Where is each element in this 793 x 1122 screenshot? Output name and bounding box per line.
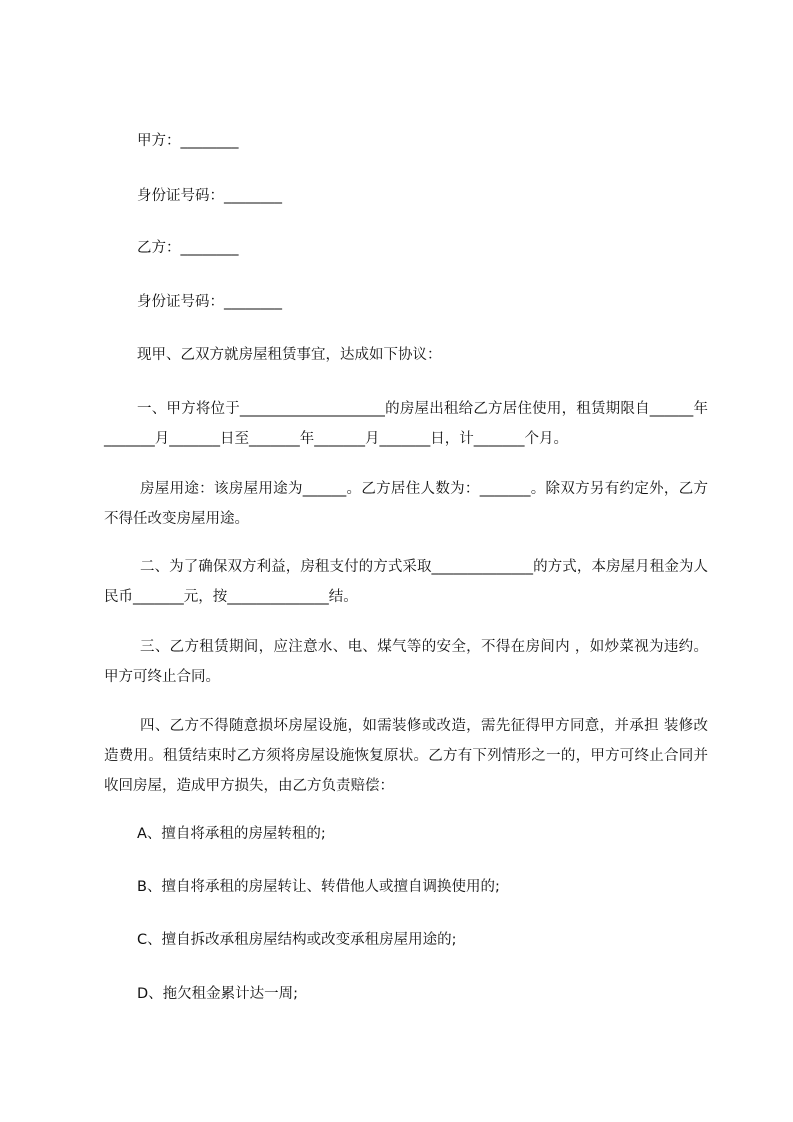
party-a-id-line: 身份证号码：________ [137, 188, 282, 204]
item-b: B、擅自将承租的房屋转让、转借他人或擅自调换使用的; [137, 879, 500, 895]
clause-1: 一、甲方将位于____________________的房屋出租给乙方居住使用，租赁期限自______年_______月_______日至_______年_______月_______日，计_______个月。 [104, 401, 708, 447]
clause-usage: 房屋用途：该房屋用途为______。乙方居住人数为：_______。除双方另有约定外，乙方不得任改变房屋用途。 [104, 481, 708, 527]
item-c: C、擅自拆改承租房屋结构或改变承租房屋用途的; [137, 932, 457, 948]
clause-3: 三、乙方租赁期间，应注意水、电、煤气等的安全，不得在房间内 ，如炒菜视为违约。甲方可终止合同。 [104, 639, 708, 685]
item-a: A、擅自将承租的房屋转租的; [137, 826, 326, 842]
item-d: D、拖欠租金累计达一周; [137, 986, 299, 1002]
agreement-intro: 现甲、乙双方就房屋租赁事宜，达成如下协议： [137, 347, 442, 363]
party-a-line: 甲方：________ [137, 133, 239, 149]
clause-2: 二、为了确保双方利益，房租支付的方式采取______________的方式，本房屋月租金为人民币_______元，按______________结。 [104, 559, 708, 605]
party-b-id-line: 身份证号码：________ [137, 294, 282, 310]
party-b-line: 乙方：________ [137, 240, 239, 256]
clause-4: 四、乙方不得随意损坏房屋设施，如需装修或改造，需先征得甲方同意，并承担 装修改造费用。租赁结束时乙方须将房屋设施恢复原状。乙方有下列情形之一的，甲方可终止合同并收回房屋，造成甲方损失，由乙方负责赔偿： [104, 718, 708, 794]
